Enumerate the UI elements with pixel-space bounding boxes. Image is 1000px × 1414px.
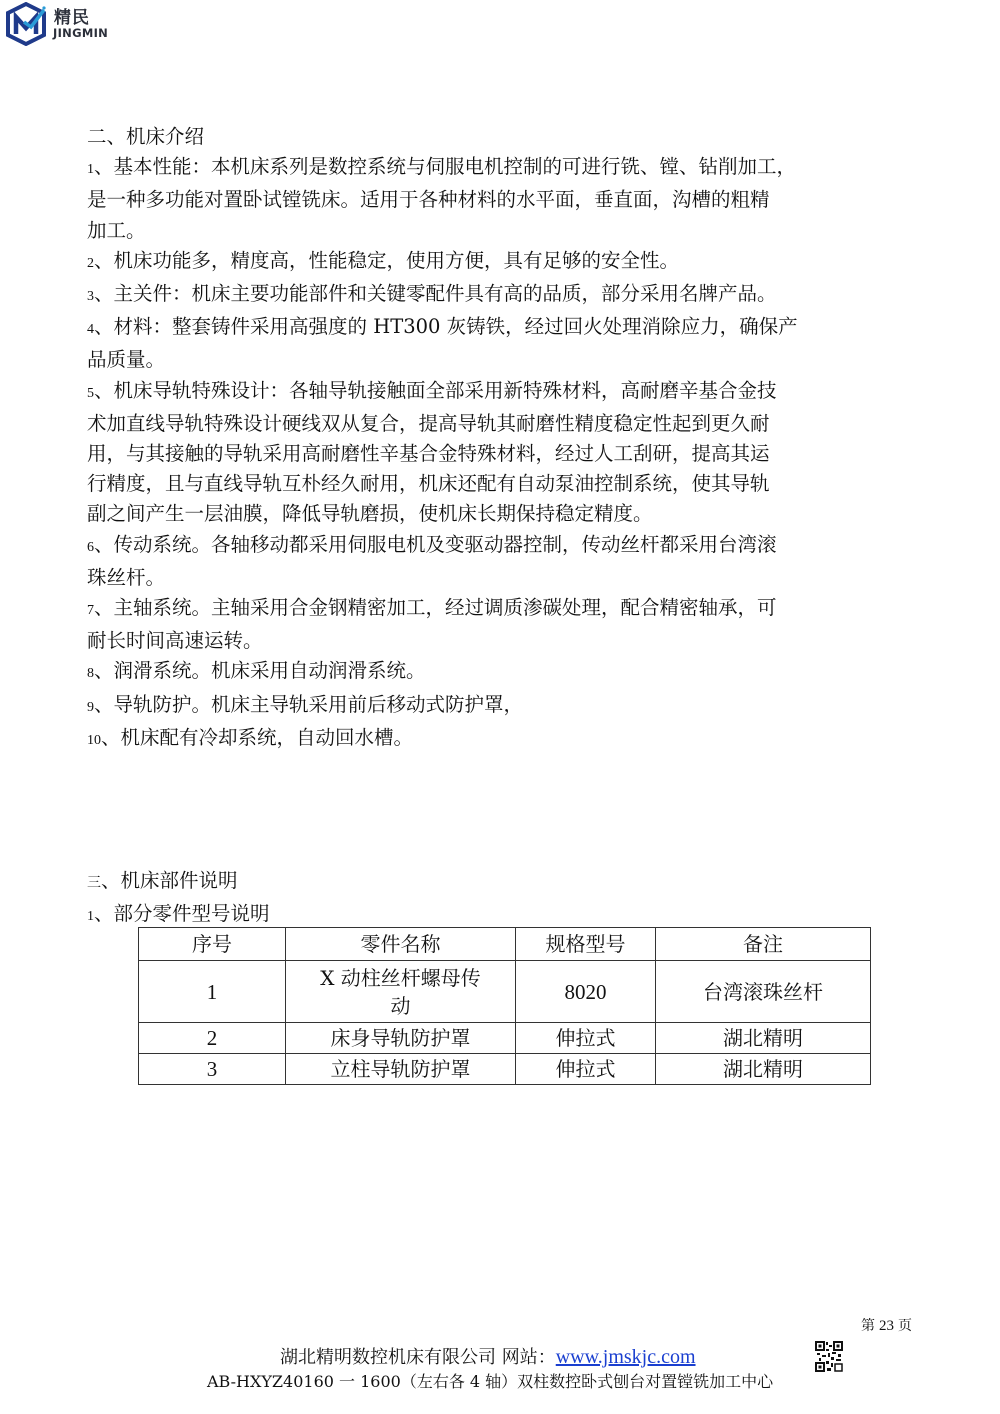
footer-company-line	[280, 1343, 696, 1369]
list-item-text: 是一种多功能对置卧试镗铣床。适用于各种材料的水平面，垂直面，沟槽的粗精	[87, 188, 770, 212]
section-title: 二、机床介绍	[87, 125, 205, 148]
list-item-continuation	[87, 563, 937, 593]
parts-table	[138, 927, 871, 1085]
company-name: 湖北精明数控机床有限公司 网站：	[280, 1347, 556, 1368]
qr-code-icon	[815, 1340, 843, 1373]
list-item	[87, 593, 937, 626]
cell-index: 1	[139, 961, 286, 1023]
list-item-number: 7	[87, 603, 94, 619]
header-spec: 规格型号	[516, 928, 656, 961]
list-item-text: 、基本性能：本机床系列是数控系统与伺服电机控制的可进行铣、镗、钻削加工，	[94, 155, 797, 179]
list-item-text: 加工。	[87, 218, 146, 242]
cell-part-name: 床身导轨防护罩	[286, 1023, 516, 1054]
table-row	[139, 961, 871, 1023]
list-item-continuation	[87, 409, 937, 439]
list-item	[87, 690, 937, 723]
list-item-text: 珠丝杆。	[87, 565, 166, 589]
list-item-text: 、机床功能多，精度高，性能稳定，使用方便，具有足够的安全性。	[94, 248, 680, 272]
list-item-text: 行精度，且与直线导轨互朴经久耐用，机床还配有自动泵油控制系统，使其导轨	[87, 472, 770, 496]
list-item	[87, 312, 937, 345]
section-machine-intro	[87, 122, 937, 756]
section-title: 三、机床部件说明	[87, 869, 238, 892]
list-item-number: 5	[87, 385, 94, 401]
list-item-text: 耐长时间高速运转。	[87, 629, 263, 653]
list-item-number: 9	[87, 699, 94, 715]
list-item	[87, 246, 937, 279]
cell-note: 台湾滚珠丝杆	[656, 961, 871, 1023]
logo-text-cn: 精民	[54, 8, 90, 28]
intro-list	[87, 152, 937, 756]
list-item-number: 10	[87, 732, 101, 748]
cell-spec: 伸拉式	[516, 1023, 656, 1054]
list-item	[87, 656, 937, 689]
list-item-text: 、主轴系统。主轴采用合金钢精密加工，经过调质渗碳处理，配合精密轴承，可	[94, 596, 777, 620]
list-item-continuation	[87, 345, 937, 375]
header-note: 备注	[656, 928, 871, 961]
cell-part-name: 立柱导轨防护罩	[286, 1054, 516, 1085]
cell-spec: 伸拉式	[516, 1054, 656, 1085]
list-item-number: 1	[87, 162, 94, 178]
list-item-text: 术加直线导轨特殊设计硬线双从复合，提高导轨其耐磨性精度稳定性起到更久耐	[87, 411, 770, 435]
website-link[interactable]: www.jmskjc.com	[555, 1346, 696, 1368]
table-row	[139, 1054, 871, 1085]
page-number: 第 23 页	[861, 1318, 912, 1334]
list-item-continuation	[87, 626, 937, 656]
list-item-continuation	[87, 216, 937, 246]
list-item	[87, 279, 937, 312]
list-item-number: 2	[87, 255, 94, 271]
list-item-text: 、导轨防护。机床主导轨采用前后移动式防护罩，	[94, 692, 524, 716]
list-item	[87, 530, 937, 563]
logo-text-en: JINGMIN	[53, 26, 109, 40]
list-item-number: 8	[87, 666, 94, 682]
cell-note: 湖北精明	[656, 1023, 871, 1054]
table-row	[139, 1023, 871, 1054]
cell-part-name: X 动柱丝杆螺母传 动	[286, 961, 516, 1023]
list-item-text: 用，与其接触的导轨采用高耐磨性辛基合金特殊材料，经过人工刮研，提高其运	[87, 442, 770, 466]
header-index: 序号	[139, 928, 286, 961]
list-item-text: 副之间产生一层油膜，降低导轨磨损，使机床长期保持稳定精度。	[87, 502, 653, 526]
footer-model-line: AB-HXYZ40160 一 1600（左右各 4 轴）双柱数控卧式刨台对置镗铣加工中心	[207, 1372, 774, 1391]
list-item-text: 、机床导轨特殊设计：各轴导轨接触面全部采用新特殊材料，高耐磨辛基合金技	[94, 378, 777, 402]
list-item-continuation	[87, 499, 937, 529]
list-item-text: 、润滑系统。机床采用自动润滑系统。	[94, 659, 426, 683]
cell-index: 3	[139, 1054, 286, 1085]
list-item-continuation	[87, 439, 937, 469]
list-item-continuation	[87, 185, 937, 215]
list-item-number: 4	[87, 322, 94, 338]
header-part-name: 零件名称	[286, 928, 516, 961]
list-item-text: 、机床配有冷却系统，自动回水槽。	[101, 725, 414, 749]
list-item-text: 、传动系统。各轴移动都采用伺服电机及变驱动器控制，传动丝杆都采用台湾滚	[94, 532, 777, 556]
jingmin-logo-icon	[4, 2, 50, 46]
list-item-text: 、材料：整套铸件采用高强度的 HT300 灰铸铁，经过回火处理消除应力，确保产	[94, 315, 798, 339]
table-header-row	[139, 928, 871, 961]
list-item-text: 品质量。	[87, 348, 166, 372]
list-item-text: 、主关件：机床主要功能部件和关键零配件具有高的品质，部分采用名牌产品。	[94, 282, 777, 306]
list-item-number: 3	[87, 289, 94, 305]
company-logo	[4, 2, 114, 46]
section-machine-parts	[87, 866, 270, 932]
cell-index: 2	[139, 1023, 286, 1054]
list-item-number: 6	[87, 539, 94, 555]
cell-spec: 8020	[516, 961, 656, 1023]
list-item	[87, 376, 937, 409]
subsection-title: 1、部分零件型号说明	[87, 902, 270, 925]
list-item-continuation	[87, 469, 937, 499]
list-item	[87, 723, 937, 756]
list-item	[87, 152, 937, 185]
cell-note: 湖北精明	[656, 1054, 871, 1085]
